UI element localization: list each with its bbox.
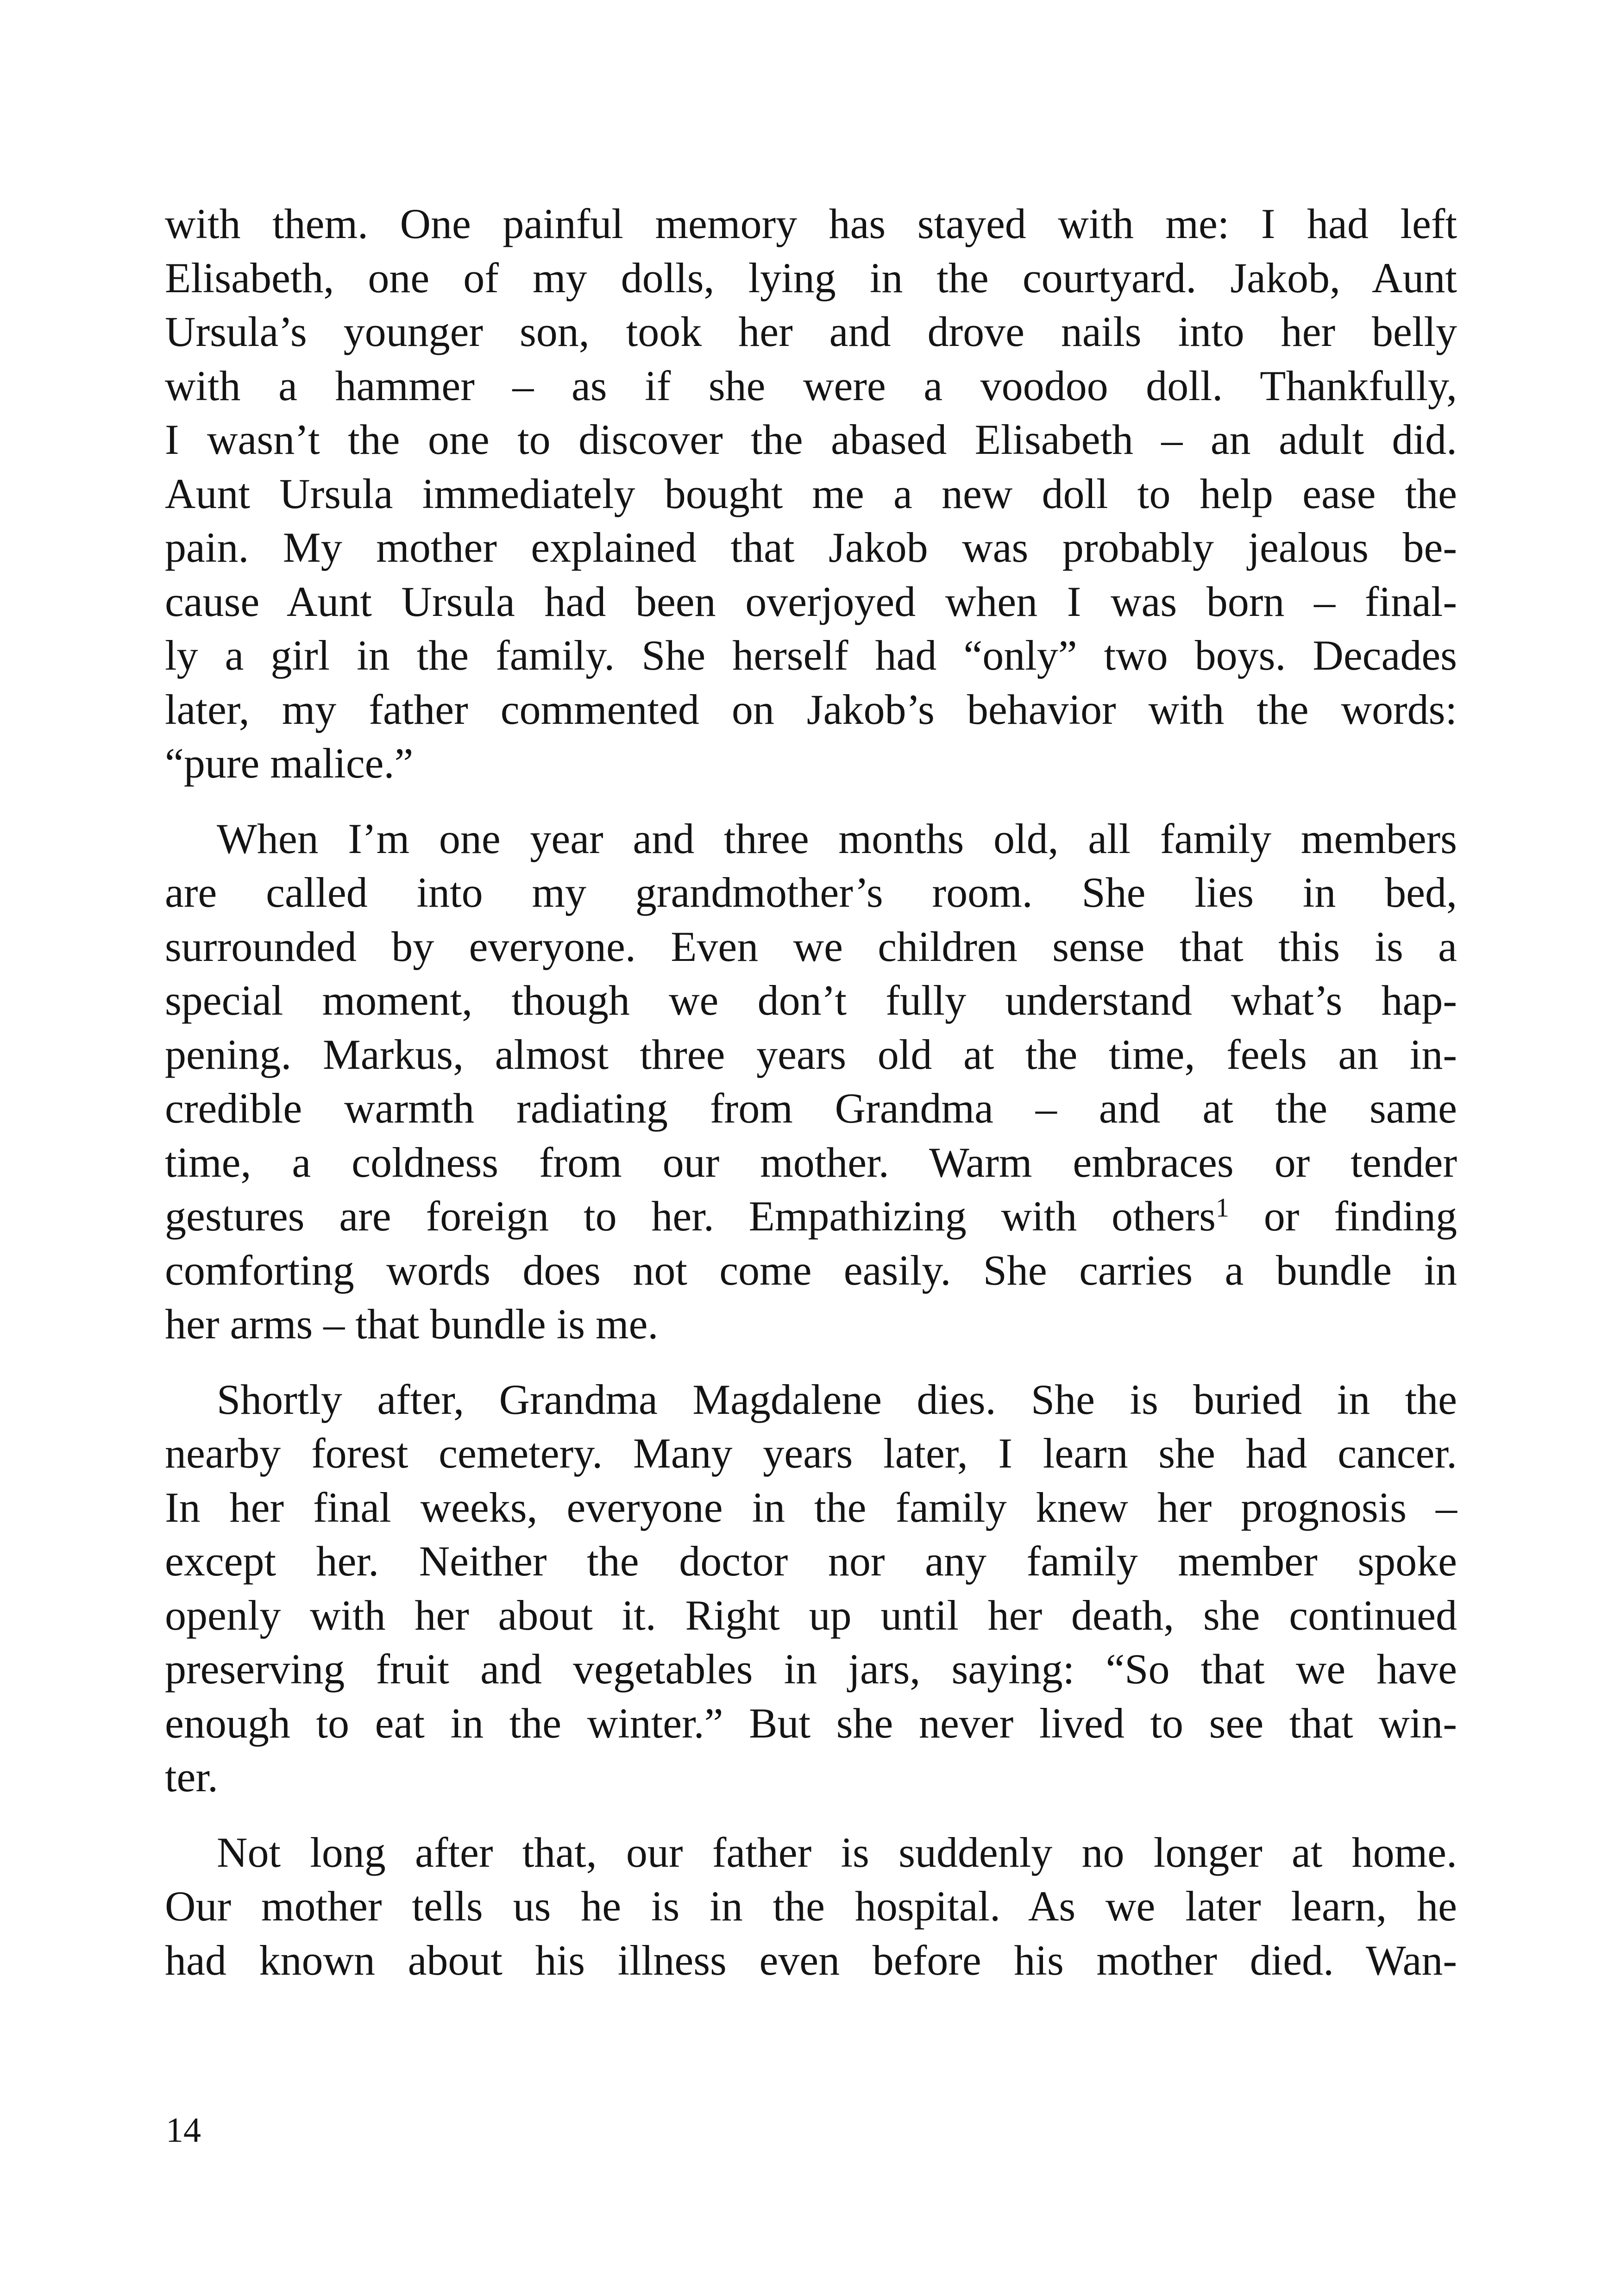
text-line: Ursula’s younger son, took her and drove nails into her belly bbox=[165, 308, 1457, 355]
text-segment: or finding bbox=[1229, 1192, 1457, 1240]
text-line-with-footnote bbox=[165, 1189, 1457, 1243]
footnote-marker: 1 bbox=[1215, 1192, 1229, 1223]
text-line: later, my father commented on Jakob’s behavior with the words: bbox=[165, 685, 1457, 733]
text-line: credible warmth radiating from Grandma – and at the same bbox=[165, 1085, 1457, 1132]
paragraph-2 bbox=[165, 812, 1457, 1351]
text-line: I wasn’t the one to discover the abased Elisabeth – an adult did. bbox=[165, 416, 1457, 463]
text-line: Aunt Ursula immediately bought me a new doll to help ease the bbox=[165, 470, 1457, 517]
paragraph-4 bbox=[165, 1826, 1457, 1988]
text-line: except her. Neither the doctor nor any family member spoke bbox=[165, 1537, 1457, 1585]
text-line: special moment, though we don’t fully understand what’s hap- bbox=[165, 977, 1457, 1024]
text-line: Not long after that, our father is suddenly no longer at home. bbox=[217, 1828, 1457, 1876]
text-line: Shortly after, Grandma Magdalene dies. She is buried in the bbox=[217, 1375, 1457, 1423]
text-line: pain. My mother explained that Jakob was probably jealous be- bbox=[165, 524, 1457, 571]
text-line: Elisabeth, one of my dolls, lying in the courtyard. Jakob, Aunt bbox=[165, 254, 1457, 301]
paragraph-3 bbox=[165, 1373, 1457, 1804]
paragraph-1 bbox=[165, 197, 1457, 790]
text-line: Our mother tells us he is in the hospital. As we later learn, he bbox=[165, 1882, 1457, 1930]
text-line: enough to eat in the winter.” But she never lived to see that win- bbox=[165, 1699, 1457, 1747]
text-line: comforting words does not come easily. She carries a bundle in bbox=[165, 1246, 1457, 1294]
body-text bbox=[165, 197, 1457, 2008]
text-line: with a hammer – as if she were a voodoo doll. Thankfully, bbox=[165, 362, 1457, 409]
text-line: cause Aunt Ursula had been overjoyed when I was born – final- bbox=[165, 577, 1457, 625]
text-segment: gestures are foreign to her. Empathizing with others bbox=[165, 1192, 1216, 1240]
text-line: pening. Markus, almost three years old at the time, feels an in- bbox=[165, 1030, 1457, 1078]
text-line: openly with her about it. Right up until her death, she continued bbox=[165, 1591, 1457, 1639]
page-number: 14 bbox=[166, 2111, 201, 2150]
text-line: time, a coldness from our mother. Warm embraces or tender bbox=[165, 1138, 1457, 1186]
text-line: ly a girl in the family. She herself had “only” two boys. Decades bbox=[165, 632, 1457, 679]
text-line: nearby forest cemetery. Many years later, I learn she had cancer. bbox=[165, 1430, 1457, 1477]
text-line: In her final weeks, everyone in the family knew her prognosis – bbox=[165, 1483, 1457, 1531]
text-line: ter. bbox=[165, 1753, 218, 1800]
text-line: preserving fruit and vegetables in jars, saying: “So that we have bbox=[165, 1645, 1457, 1693]
text-line: had known about his illness even before his mother died. Wan- bbox=[165, 1936, 1457, 1984]
text-line: surrounded by everyone. Even we children sense that this is a bbox=[165, 922, 1457, 970]
text-line: with them. One painful memory has stayed with me: I had left bbox=[165, 200, 1457, 247]
text-line: “pure malice.” bbox=[165, 740, 414, 787]
text-line: When I’m one year and three months old, all family members bbox=[217, 815, 1457, 862]
text-line: her arms – that bundle is me. bbox=[165, 1300, 659, 1348]
text-line: are called into my grandmother’s room. She lies in bed, bbox=[165, 869, 1457, 916]
